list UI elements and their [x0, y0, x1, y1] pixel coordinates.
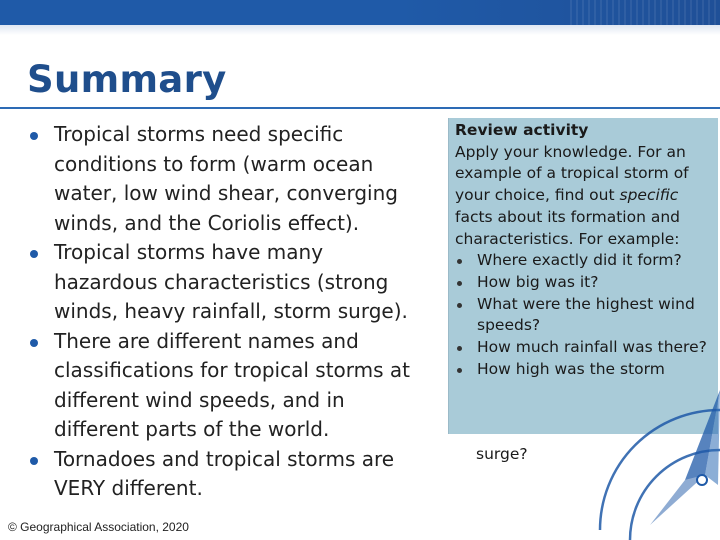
review-activity-heading: Review activity: [455, 121, 589, 139]
review-question-overflow-text: surge?: [476, 445, 528, 463]
bullet-dot-icon: [457, 346, 462, 351]
summary-bullet-text: Tornadoes and tropical storms are VERY different.: [54, 446, 395, 500]
summary-bullet: [30, 120, 430, 238]
review-activity-intro: [455, 142, 712, 251]
review-question-text: How high was the storm: [477, 359, 665, 378]
review-question: [455, 294, 712, 337]
intro-text-end: facts about its formation and characteristics. For example:: [455, 207, 681, 248]
summary-bullet: [30, 238, 430, 327]
bullet-dot-icon: [457, 259, 462, 264]
summary-bullet: [30, 445, 430, 504]
bullet-dot-icon: [457, 281, 462, 286]
top-banner-shadow: [0, 25, 720, 35]
summary-bullet-list: [30, 120, 430, 504]
review-question: [455, 359, 712, 381]
compass-decoration-icon: [590, 380, 720, 540]
review-question-text: What were the highest wind speeds?: [477, 294, 695, 335]
review-question: [455, 272, 712, 294]
summary-bullet-text: Tropical storms have many hazardous characteristics (strong winds, heavy rainfall, storm surge).: [54, 240, 408, 323]
bullet-dot-icon: [457, 368, 462, 373]
intro-text: Apply your knowledge. For an example of a tropical storm of your choice, find out: [455, 142, 689, 205]
top-banner-texture: [570, 0, 720, 25]
bullet-dot-icon: [457, 303, 462, 308]
bullet-dot-icon: [30, 250, 38, 258]
summary-bullet-text: Tropical storms need specific conditions to form (warm ocean water, low wind shear, converging winds, and the Coriolis effect).: [54, 122, 398, 235]
review-question-list: [455, 250, 712, 380]
intro-emphasis: specific: [619, 186, 679, 205]
review-question-text: How much rainfall was there?: [477, 338, 707, 357]
review-question: [455, 250, 712, 272]
review-question: [455, 337, 712, 359]
bullet-dot-icon: [30, 339, 38, 347]
review-question-text: Where exactly did it form?: [477, 251, 682, 270]
summary-bullet-text: There are different names and classifications for tropical storms at different wind speeds, and in different parts of the world.: [54, 328, 411, 441]
copyright-footer: © Geographical Association, 2020: [8, 520, 189, 534]
slide-title: Summary: [27, 58, 227, 101]
summary-bullet: [30, 327, 430, 445]
bullet-dot-icon: [30, 132, 38, 140]
review-question-text: How big was it?: [477, 272, 599, 291]
title-underline: [0, 107, 720, 109]
bullet-dot-icon: [30, 457, 38, 465]
